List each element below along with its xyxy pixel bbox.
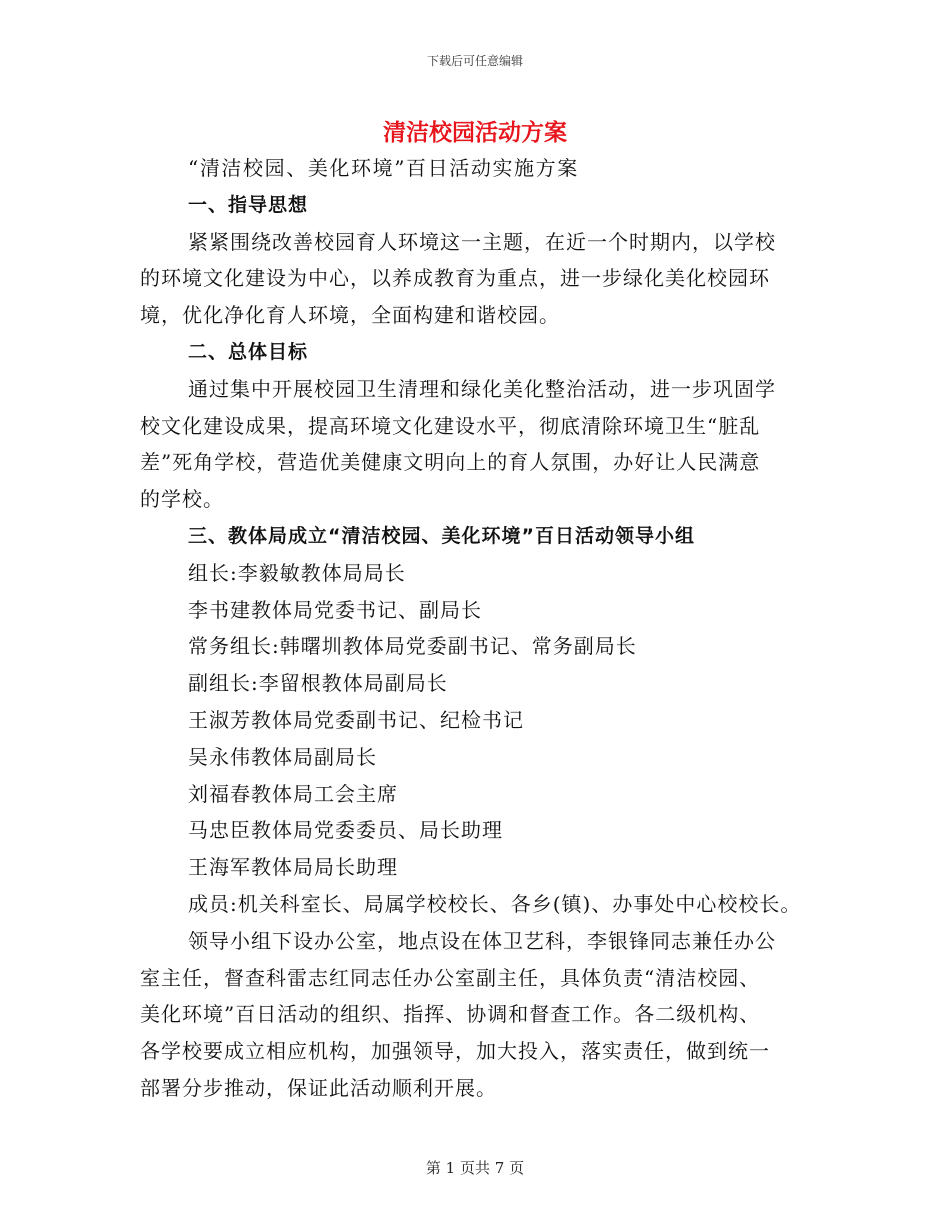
page-header: 下载后可任意编辑 [426,54,523,68]
paragraph-line: 的学校。 [140,487,224,512]
document-body [140,150,830,1107]
paragraph-line: 境，优化净化育人环境，全面构建和谐校园。 [140,303,560,328]
paragraph-line: 各学校要成立相应机构，加强领导，加大投入，落实责任，做到统一 [140,1039,770,1064]
paragraph-line: 的环境文化建设为中心，以养成教育为重点，进一步绿化美化校园环 [140,266,770,291]
member-line: 吴永伟教体局副局长 [188,744,377,769]
member-line: 副组长:李留根教体局副局长 [188,671,448,696]
paragraph-line: 校文化建设成果，提高环境文化建设水平，彻底清除环境卫生“脏乱 [140,413,761,438]
member-line: 王海军教体局局长助理 [188,855,398,880]
section-heading-guiding-ideology: 一、指导思想 [188,193,309,216]
document-subtitle: “清洁校园、美化环境”百日活动实施方案 [188,156,579,180]
paragraph-line: 部署分步推动，保证此活动顺利开展。 [140,1075,497,1100]
paragraph-line: 室主任，督查科雷志红同志任办公室副主任，具体负责“清洁校园、 [140,965,761,990]
member-line: 王淑芳教体局党委副书记、纪检书记 [188,707,524,732]
section-heading-overall-goal: 二、总体目标 [188,340,309,363]
document-title: 清洁校园活动方案 [383,120,567,146]
member-line: 李书建教体局党委书记、副局长 [188,597,482,622]
member-line: 成员:机关科室长、局属学校校长、各乡(镇)、办事处中心校校长。 [188,891,802,916]
member-line: 常务组长:韩曙圳教体局党委副书记、常务副局长 [188,634,637,659]
paragraph-line: 紧紧围绕改善校园育人环境这一主题，在近一个时期内，以学校 [188,229,776,254]
page-footer: 第 1 页共 7 页 [425,1159,525,1177]
paragraph-line: 通过集中开展校园卫生清理和绿化美化整治活动，进一步巩固学 [188,376,776,401]
paragraph-line: 领导小组下设办公室，地点设在体卫艺科，李银锋同志兼任办公 [188,928,776,953]
member-line: 马忠臣教体局党委委员、局长助理 [188,818,503,843]
section-heading-leadership-group: 三、教体局成立“清洁校园、美化环境”百日活动领导小组 [188,524,695,547]
member-line: 刘福春教体局工会主席 [188,781,398,806]
member-line: 组长:李毅敏教体局局长 [188,560,406,585]
paragraph-line: 差”死角学校，营造优美健康文明向上的育人氛围，办好让人民满意 [140,450,761,475]
paragraph-line: 美化环境”百日活动的组织、指挥、协调和督查工作。各二级机构、 [140,1002,761,1027]
